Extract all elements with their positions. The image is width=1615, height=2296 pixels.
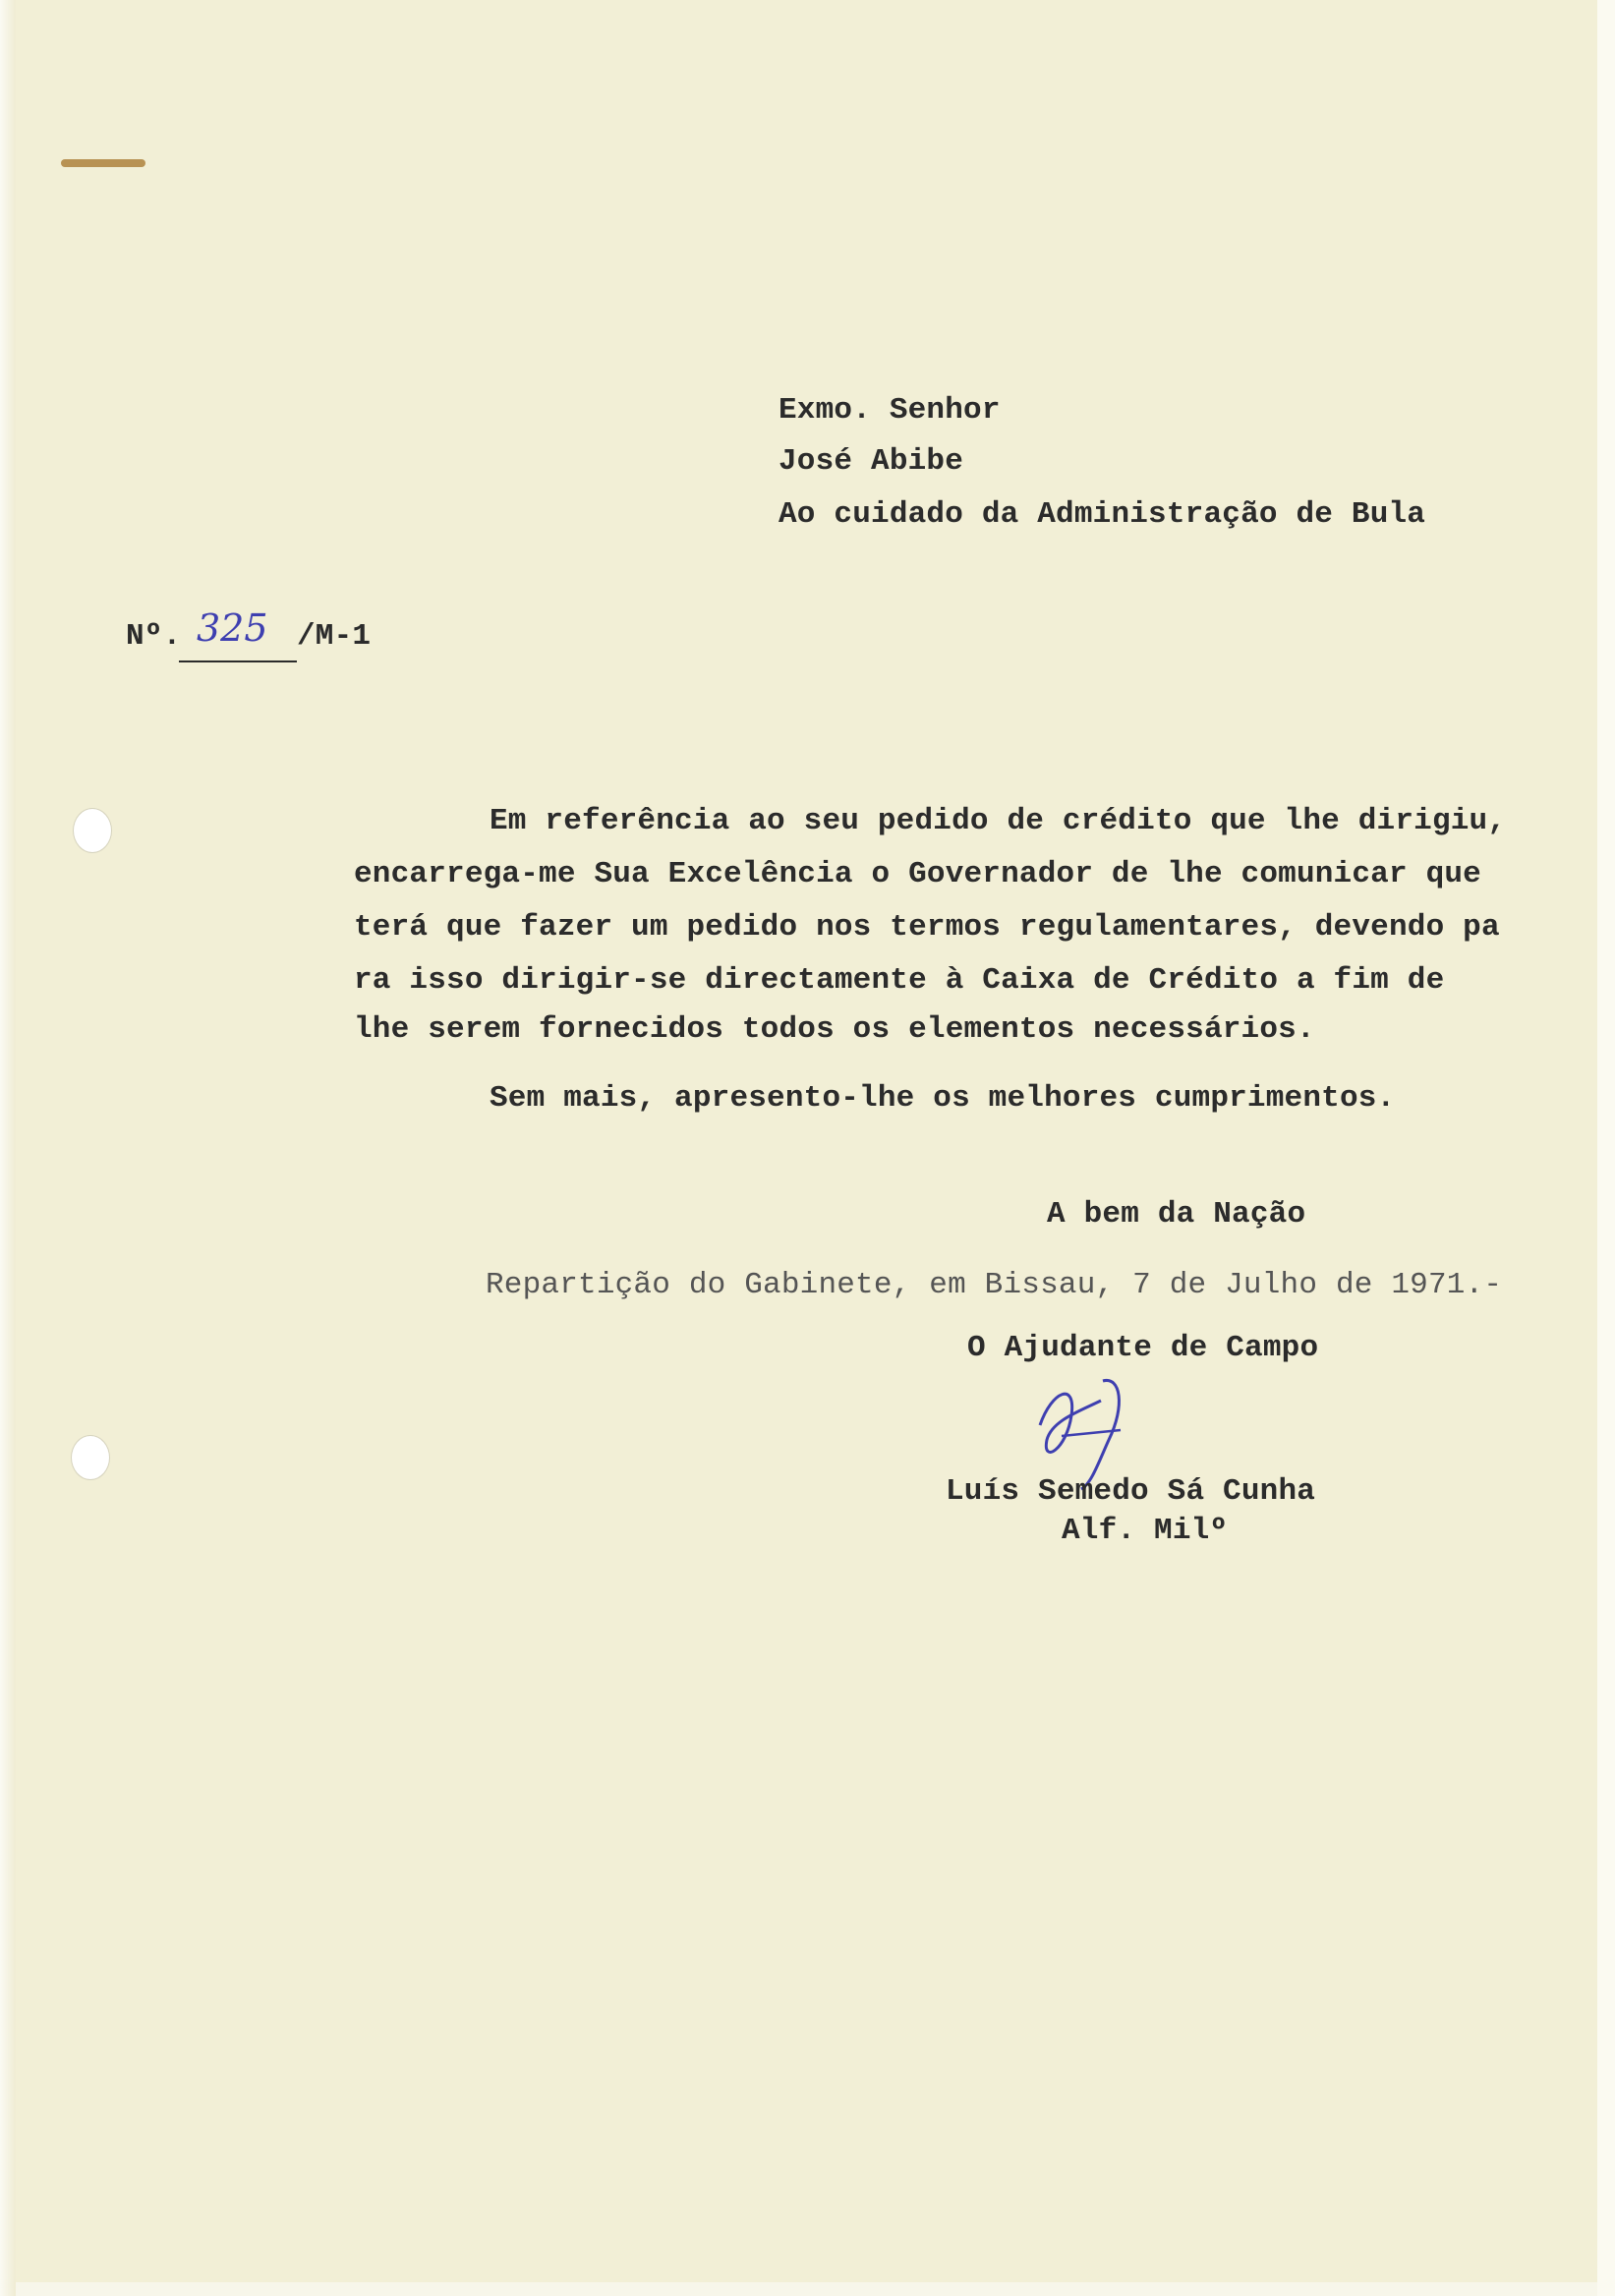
- punch-hole-bottom: [71, 1435, 110, 1480]
- recipient-name: José Abibe: [779, 444, 964, 479]
- signatory-name: Luís Semedo Sá Cunha: [946, 1474, 1316, 1509]
- reference-suffix: /M-1: [297, 619, 372, 654]
- body-line-3: terá que fazer um pedido nos termos regulamentares, devendo pa: [354, 910, 1500, 945]
- page-edge: [0, 0, 16, 2296]
- motto: A bem da Nação: [1047, 1197, 1306, 1232]
- recipient-salutation: Exmo. Senhor: [779, 393, 1001, 428]
- signer-role: O Ajudante de Campo: [967, 1331, 1319, 1365]
- paper-stain: [61, 159, 145, 167]
- body-line-1: Em referência ao seu pedido de crédito que lhe dirigiu,: [490, 804, 1507, 838]
- reference-number-handwritten: 325: [197, 606, 268, 650]
- body-line-4: ra isso dirigir-se directamente à Caixa de Crédito a fim de: [354, 963, 1445, 998]
- reference-underline: [179, 660, 297, 662]
- reference-prefix: Nº.: [126, 619, 182, 654]
- recipient-care-of: Ao cuidado da Administração de Bula: [779, 497, 1426, 532]
- place-and-date: Repartição do Gabinete, em Bissau, 7 de Julho de 1971.-: [486, 1268, 1503, 1302]
- punch-hole-top: [73, 808, 112, 853]
- signatory-rank: Alf. Milº: [1062, 1514, 1229, 1548]
- body-line-2: encarrega-me Sua Excelência o Governador de lhe comunicar que: [354, 857, 1481, 891]
- closing-line: Sem mais, apresento-lhe os melhores cumprimentos.: [490, 1081, 1396, 1116]
- body-line-5: lhe serem fornecidos todos os elementos necessários.: [354, 1012, 1315, 1047]
